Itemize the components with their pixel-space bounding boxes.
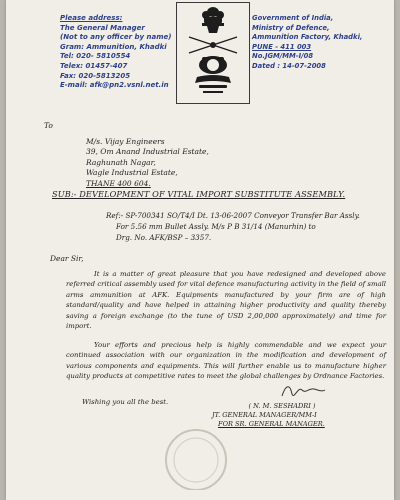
government-city: PUNE - 411 003 bbox=[252, 42, 312, 51]
national-emblem-icon bbox=[177, 3, 249, 103]
reference-line: For 5.56 mm Bullet Assly. M/s P B 31/14 (Manurhin) to bbox=[116, 222, 316, 231]
recipient-line: M/s. Vijay Engineers bbox=[86, 137, 165, 146]
sender-address-line: (Not to any officer by name) bbox=[60, 33, 172, 42]
sender-address-line: The General Manager bbox=[60, 23, 145, 32]
recipient-line: Raghunath Nagar, bbox=[86, 157, 156, 167]
closing-line: Wishing you all the best. bbox=[82, 398, 169, 406]
government-address bbox=[252, 14, 387, 72]
sender-address-line: E-mail: afk@pn2.vsnl.net.in bbox=[60, 81, 169, 90]
salutation: Dear Sir, bbox=[50, 254, 84, 263]
signatory-name: ( N. M. SESHADRI ) bbox=[248, 402, 316, 410]
sender-address-line: Fax: 020-5813205 bbox=[60, 71, 131, 80]
body-paragraph-2: Your efforts and precious help is highly commendable and we expect your continued association with our organization in the modification and development of various components and equipments. This will further enable us to manufacture higher quality products at competitive rates to meet the global challenges by Ordnance Factories. bbox=[66, 341, 386, 381]
letter-reference-number: No.JGM/MM-I/08 bbox=[252, 52, 314, 61]
recipient-line: Wagle Industrial Estate, bbox=[86, 168, 178, 178]
signatory-title: JT. GENERAL MANAGER/MM-I bbox=[212, 411, 317, 420]
reference-line: Ref:- SP-700341 SO/T4/I Dt. 13-06-2007 Conveyor Transfer Bar Assly. bbox=[106, 211, 360, 220]
signature-mark bbox=[278, 380, 328, 402]
office-seal-icon bbox=[156, 420, 236, 490]
government-address-line: Ministry of Defence, bbox=[252, 23, 330, 32]
signatory-block bbox=[212, 402, 392, 430]
emblem-box bbox=[176, 2, 250, 104]
reference-block bbox=[106, 210, 391, 243]
subject-line: SUB:- DEVELOPMENT OF VITAL IMPORT SUBSTITUTE ASSEMBLY. bbox=[52, 189, 346, 199]
government-address-line: Government of India, bbox=[252, 14, 334, 22]
sender-address-heading: Please address: bbox=[60, 14, 123, 22]
recipient-line: 39, Om Anand Industrial Estate, bbox=[86, 147, 209, 157]
government-address-line: Ammunition Factory, Khadki, bbox=[252, 33, 363, 42]
signatory-for: FOR SR. GENERAL MANAGER. bbox=[218, 420, 325, 429]
sender-address-line: Gram: Ammunition, Khadki bbox=[60, 42, 167, 51]
sender-address-line: Telex: 01457-407 bbox=[60, 61, 128, 70]
recipient-city: THANE 400 604. bbox=[86, 178, 151, 188]
letter-page bbox=[6, 0, 394, 500]
sender-address-line: Tel: 020- 5810554 bbox=[60, 52, 131, 61]
recipient-address bbox=[86, 137, 306, 189]
body-paragraph-1: It is a matter of great pleasure that you have redesigned and developed above referred critical assembly used for vital defence manufacturing activity in the field of small arms ammunition at AFK. Equipments manufactured by your firm are of high standard/quality and have helped in attaining higher productivity and quality thereby saving a foreign exchange (to the tune of USD 2,00,000 approximately) and time for import. bbox=[66, 270, 386, 331]
letter-date: Dated : 14-07-2008 bbox=[252, 61, 326, 70]
to-label: To bbox=[44, 121, 53, 130]
reference-line: Drg. No. AFK/BSP – 3357. bbox=[116, 233, 212, 242]
